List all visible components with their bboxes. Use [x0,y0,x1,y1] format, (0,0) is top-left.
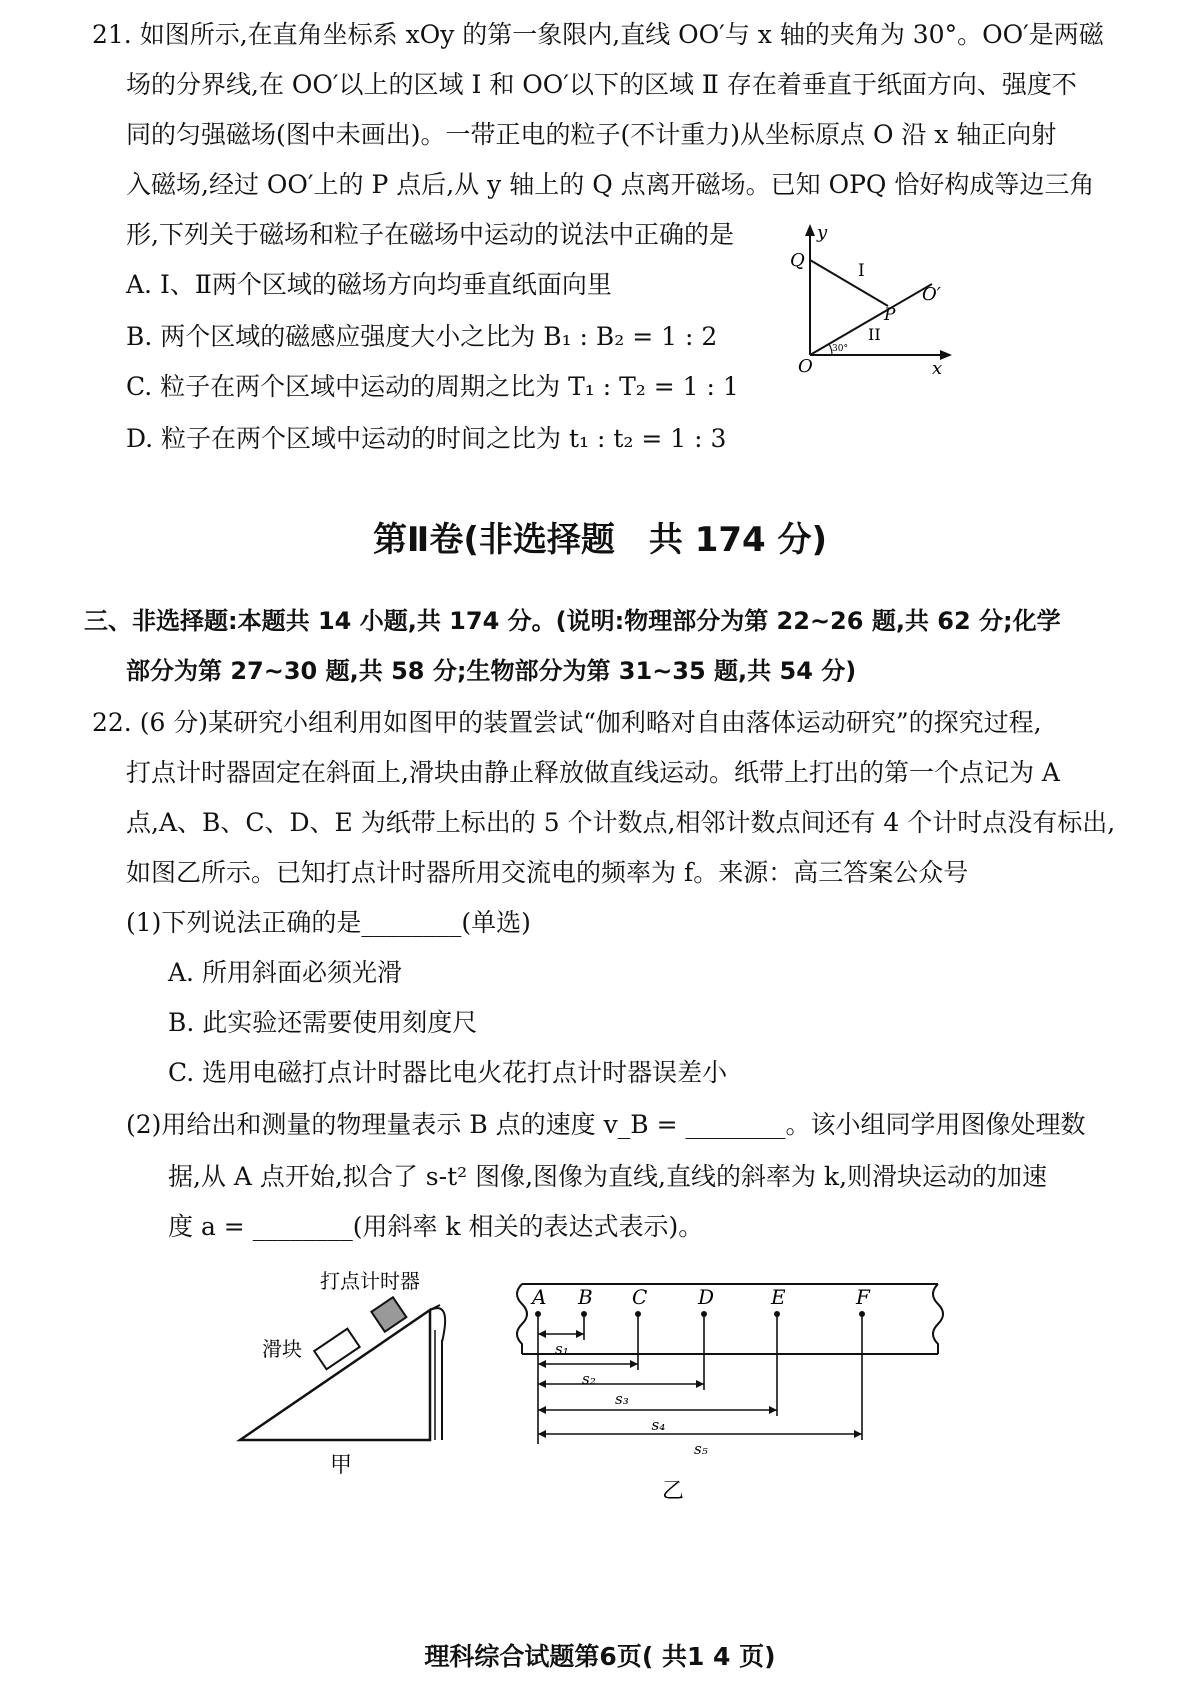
tape-arrow-start-5 [538,1430,546,1438]
tape-arrow-start-3 [538,1380,546,1388]
q21-line-1: 21. 如图所示,在直角坐标系 xOy 的第一象限内,直线 OO′与 x 轴的夹角为 30°。OO′是两磁 [92,20,1104,49]
fig21-label-region2: II [868,325,881,344]
q22-line-2: 打点计时器固定在斜面上,滑块由静止释放做直线运动。纸带上打出的第一个点记为 A [126,758,1060,787]
q21-line-3: 同的匀强磁场(图中未画出)。一带正电的粒子(不计重力)从坐标原点 O 沿 x 轴正向射 [126,120,1057,149]
q21-line-2: 场的分界线,在 OO′以上的区域 Ⅰ 和 OO′以下的区域 Ⅱ 存在着垂直于纸面方向、强度不 [126,70,1077,99]
q21-option-a: A. Ⅰ、Ⅱ两个区域的磁场方向均垂直纸面向里 [126,270,612,299]
timer-device [371,1297,406,1331]
tape-points [530,1285,871,1317]
q22-line-4: 如图乙所示。已知打点计时器所用交流电的频率为 f。来源：高三答案公众号 [126,858,969,887]
q21-line-4: 入磁场,经过 OO′上的 P 点后,从 y 轴上的 Q 点离开磁场。已知 OPQ 恰好构成等边三角 [126,170,1095,199]
tape-point-label-f: F [856,1285,870,1309]
q22-part1-option-a: A. 所用斜面必须光滑 [168,958,402,987]
section-intro-line-2: 部分为第 27~30 题,共 58 分;生物部分为第 31~35 题,共 54 分) [126,657,857,685]
tape-measures [538,1314,862,1458]
fig21-label-o: O [798,356,813,377]
q21-option-c: C. 粒子在两个区域中运动的周期之比为 T₁ : T₂ = 1 : 1 [126,372,739,401]
tape-arrow-2 [630,1360,638,1368]
figure-yi [500,1272,960,1502]
q22-part1: (1)下列说法正确的是________(单选) [126,908,531,937]
q21-option-d: D. 粒子在两个区域中运动的时间之比为 t₁ : t₂ = 1 : 3 [126,424,727,453]
tape-arrow-1 [576,1330,584,1338]
fig21-label-q: Q [790,250,805,271]
q22-line-3: 点,A、B、C、D、E 为纸带上标出的 5 个计数点,相邻计数点间还有 4 个计时点没有标出, [126,808,1116,837]
label-timer: 打点计时器 [320,1269,420,1293]
q21-figure [780,220,970,380]
q21-option-b: B. 两个区域的磁感应强度大小之比为 B₁ : B₂ = 1 : 2 [126,322,718,351]
tape-length-label-5: s₅ [694,1440,708,1458]
section-title: 第Ⅱ卷(非选择题 共 174 分) [372,520,828,560]
fig21-label-oprime: O′ [922,284,941,305]
section-intro-line-1: 三、非选择题:本题共 14 小题,共 174 分。(说明:物理部分为第 22~26 题,共 62 分;化学 [84,607,1061,635]
tape-length-label-3: s₃ [615,1390,629,1408]
page-footer: 理科综合试题第6页( 共1 4 页) [424,1642,776,1671]
tape-length-label-2: s₂ [582,1370,596,1388]
tape-arrow-5 [854,1430,862,1438]
tape-point-label-c: C [632,1285,648,1309]
tape-point-label-e: E [771,1285,786,1309]
tape-length-label-1: s₁ [555,1340,569,1358]
fig21-label-y: y [817,222,828,243]
tape-point-label-b: B [578,1285,593,1309]
tape-arrow-3 [696,1380,704,1388]
caption-yi: 乙 [662,1479,685,1502]
figure-jia [230,1260,480,1480]
q22-part2-line-3: 度 a = ________(用斜率 k 相关的表达式表示)。 [168,1212,704,1241]
q22-part2-line-1: (2)用给出和测量的物理量表示 B 点的速度 v_B = ________。该小组同学用图像处理数 [126,1110,1086,1139]
tape-arrow-start-2 [538,1360,546,1368]
tape-point-label-d: D [698,1285,715,1309]
tape-arrow-start-1 [538,1330,546,1338]
fig21-label-p: P [884,305,896,325]
q21-line-5: 形,下列关于磁场和粒子在磁场中运动的说法中正确的是 [126,220,734,249]
fig21-label-angle: 30° [832,344,848,354]
q22-part1-option-c: C. 选用电磁打点计时器比电火花打点计时器误差小 [168,1058,728,1087]
tape-arrow-4 [769,1406,777,1414]
q22-line-1: 22. (6 分)某研究小组利用如图甲的装置尝试“伽利略对自由落体运动研究”的探究过程, [92,708,1042,737]
fig21-label-x: x [932,358,943,379]
q22-part1-option-b: B. 此实验还需要使用刻度尺 [168,1008,478,1037]
tape-point-label-a: A [532,1285,547,1309]
label-slider: 滑块 [262,1337,302,1361]
caption-jia: 甲 [330,1453,353,1478]
q22-part2-line-2: 据,从 A 点开始,拟合了 s-t² 图像,图像为直线,直线的斜率为 k,则滑块运动的加速 [168,1162,1048,1191]
tape-length-label-4: s₄ [651,1416,666,1434]
fig21-label-region1: I [858,261,865,281]
tape-arrow-start-4 [538,1406,546,1414]
